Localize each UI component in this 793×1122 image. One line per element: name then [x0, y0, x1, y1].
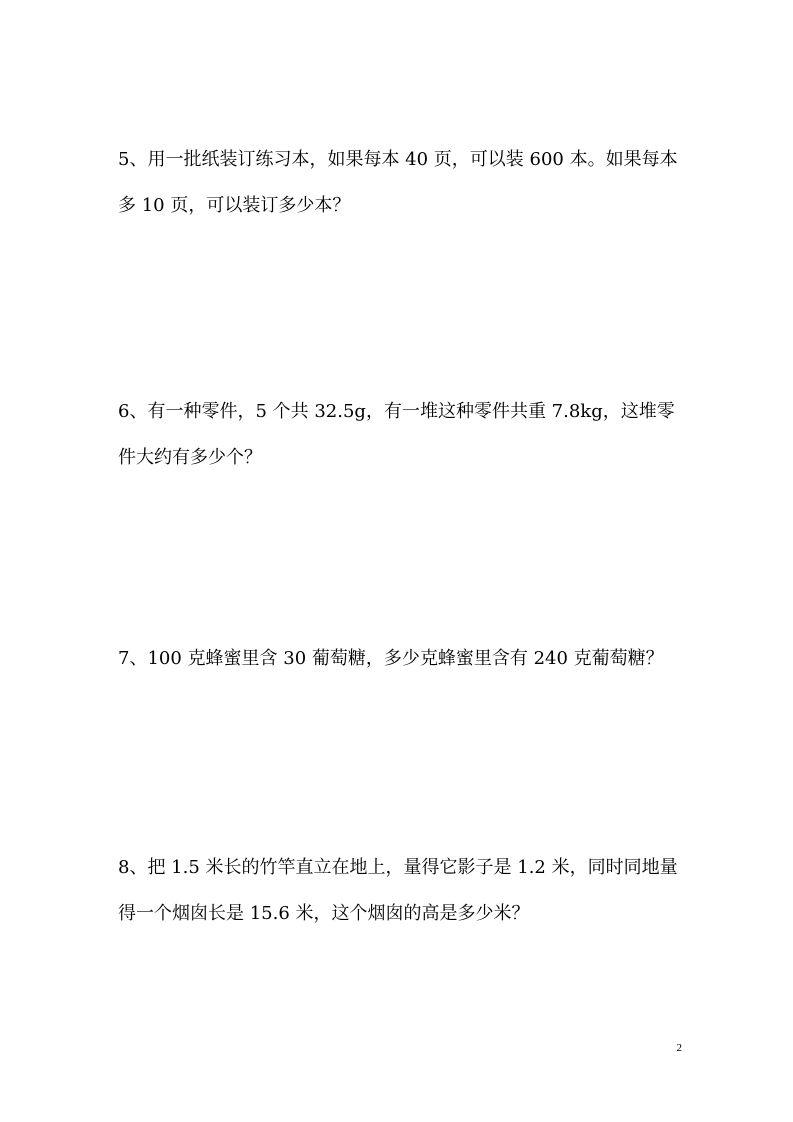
problem-5-line-1: 5、用一批纸装订练习本，如果每本 40 页，可以装 600 本。如果每本	[118, 149, 678, 170]
problem-8-line-1: 8、把 1.5 米长的竹竿直立在地上，量得它影子是 1.2 米，同时同地量	[118, 857, 678, 878]
problem-6-line-1: 6、有一种零件，5 个共 32.5g，有一堆这种零件共重 7.8kg，这堆零	[118, 401, 675, 422]
problem-6	[118, 389, 688, 481]
problem-6-line-2: 件大约有多少个？	[118, 447, 262, 468]
problem-5	[118, 137, 688, 229]
page-number: 2	[676, 1042, 682, 1054]
problem-8-line-2: 得一个烟囱长是 15.6 米，这个烟囱的高是多少米？	[118, 903, 530, 924]
problem-7	[118, 636, 688, 682]
problem-7-line-1: 7、100 克蜂蜜里含 30 葡萄糖，多少克蜂蜜里含有 240 克葡萄糖？	[118, 648, 664, 669]
problem-5-line-2: 多 10 页，可以装订多少本？	[118, 195, 351, 216]
problem-8	[118, 845, 688, 937]
